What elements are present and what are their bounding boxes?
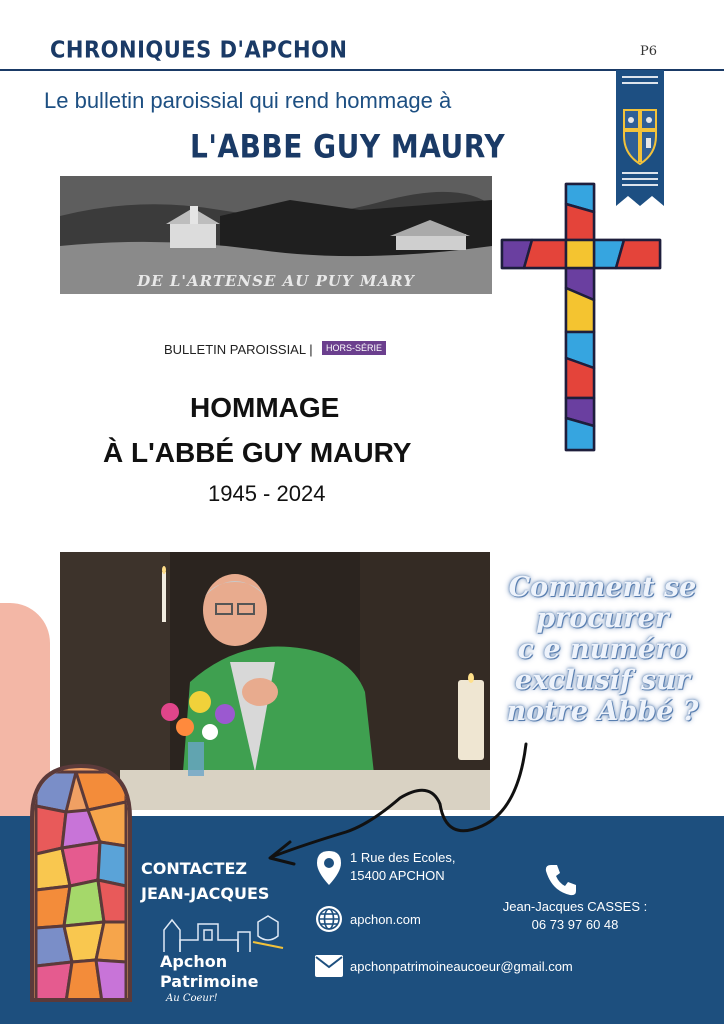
phone-icon: [543, 862, 579, 898]
callout-line5: notre Abbé ?: [506, 696, 699, 727]
contact-heading: [141, 856, 269, 906]
callout-line4: exclusif sur: [514, 665, 691, 696]
hommage-title-line2: À L'ABBÉ GUY MAURY: [103, 437, 412, 468]
phone-contact: [490, 898, 660, 934]
hommage-title-line1: HOMMAGE: [190, 392, 340, 423]
bulletin-masthead-image: [60, 176, 492, 294]
bulletin-label: BULLETIN PAROISSIAL |: [164, 342, 313, 357]
contact-line2: JEAN-JACQUES: [141, 884, 270, 903]
page-number: P6: [640, 44, 658, 59]
stained-glass-window-icon: [26, 762, 136, 1002]
logo-name-line2: Patrimoine: [160, 972, 259, 991]
masthead-text: DE L'ARTENSE AU PUY MARY: [137, 272, 415, 290]
address: [350, 849, 456, 885]
callout-line1: Comment se: [508, 572, 697, 603]
callout-line2: procurer: [536, 603, 669, 634]
phone-number[interactable]: 06 73 97 60 48: [531, 917, 619, 932]
contact-line1: CONTACTEZ: [141, 859, 247, 878]
address-line2: 15400 APCHON: [350, 868, 445, 883]
logo-tagline: Au Coeur!: [166, 993, 218, 1004]
subtitle: Le bulletin paroissial qui rend hommage à: [44, 88, 452, 113]
address-line1: 1 Rue des Ecoles,: [350, 850, 456, 865]
callout-line3: c e numéro: [517, 634, 688, 665]
website-link[interactable]: apchon.com: [350, 912, 421, 927]
years-range: 1945 - 2024: [208, 481, 326, 506]
phone-name: Jean-Jacques CASSES :: [502, 899, 648, 914]
mail-icon: [314, 954, 344, 978]
callout-question: [500, 572, 705, 727]
email-link[interactable]: apchonpatrimoineaucoeur@gmail.com: [350, 959, 573, 974]
globe-icon: [314, 904, 344, 934]
stained-glass-cross-icon: [500, 182, 662, 452]
location-pin-icon: [316, 850, 342, 886]
logo-name-line1: Apchon: [160, 952, 228, 971]
header-title: CHRONIQUES D'APCHON: [50, 36, 348, 64]
main-title: L'ABBE GUY MAURY: [190, 127, 506, 166]
hors-serie-badge: HORS-SÉRIE: [322, 341, 386, 355]
